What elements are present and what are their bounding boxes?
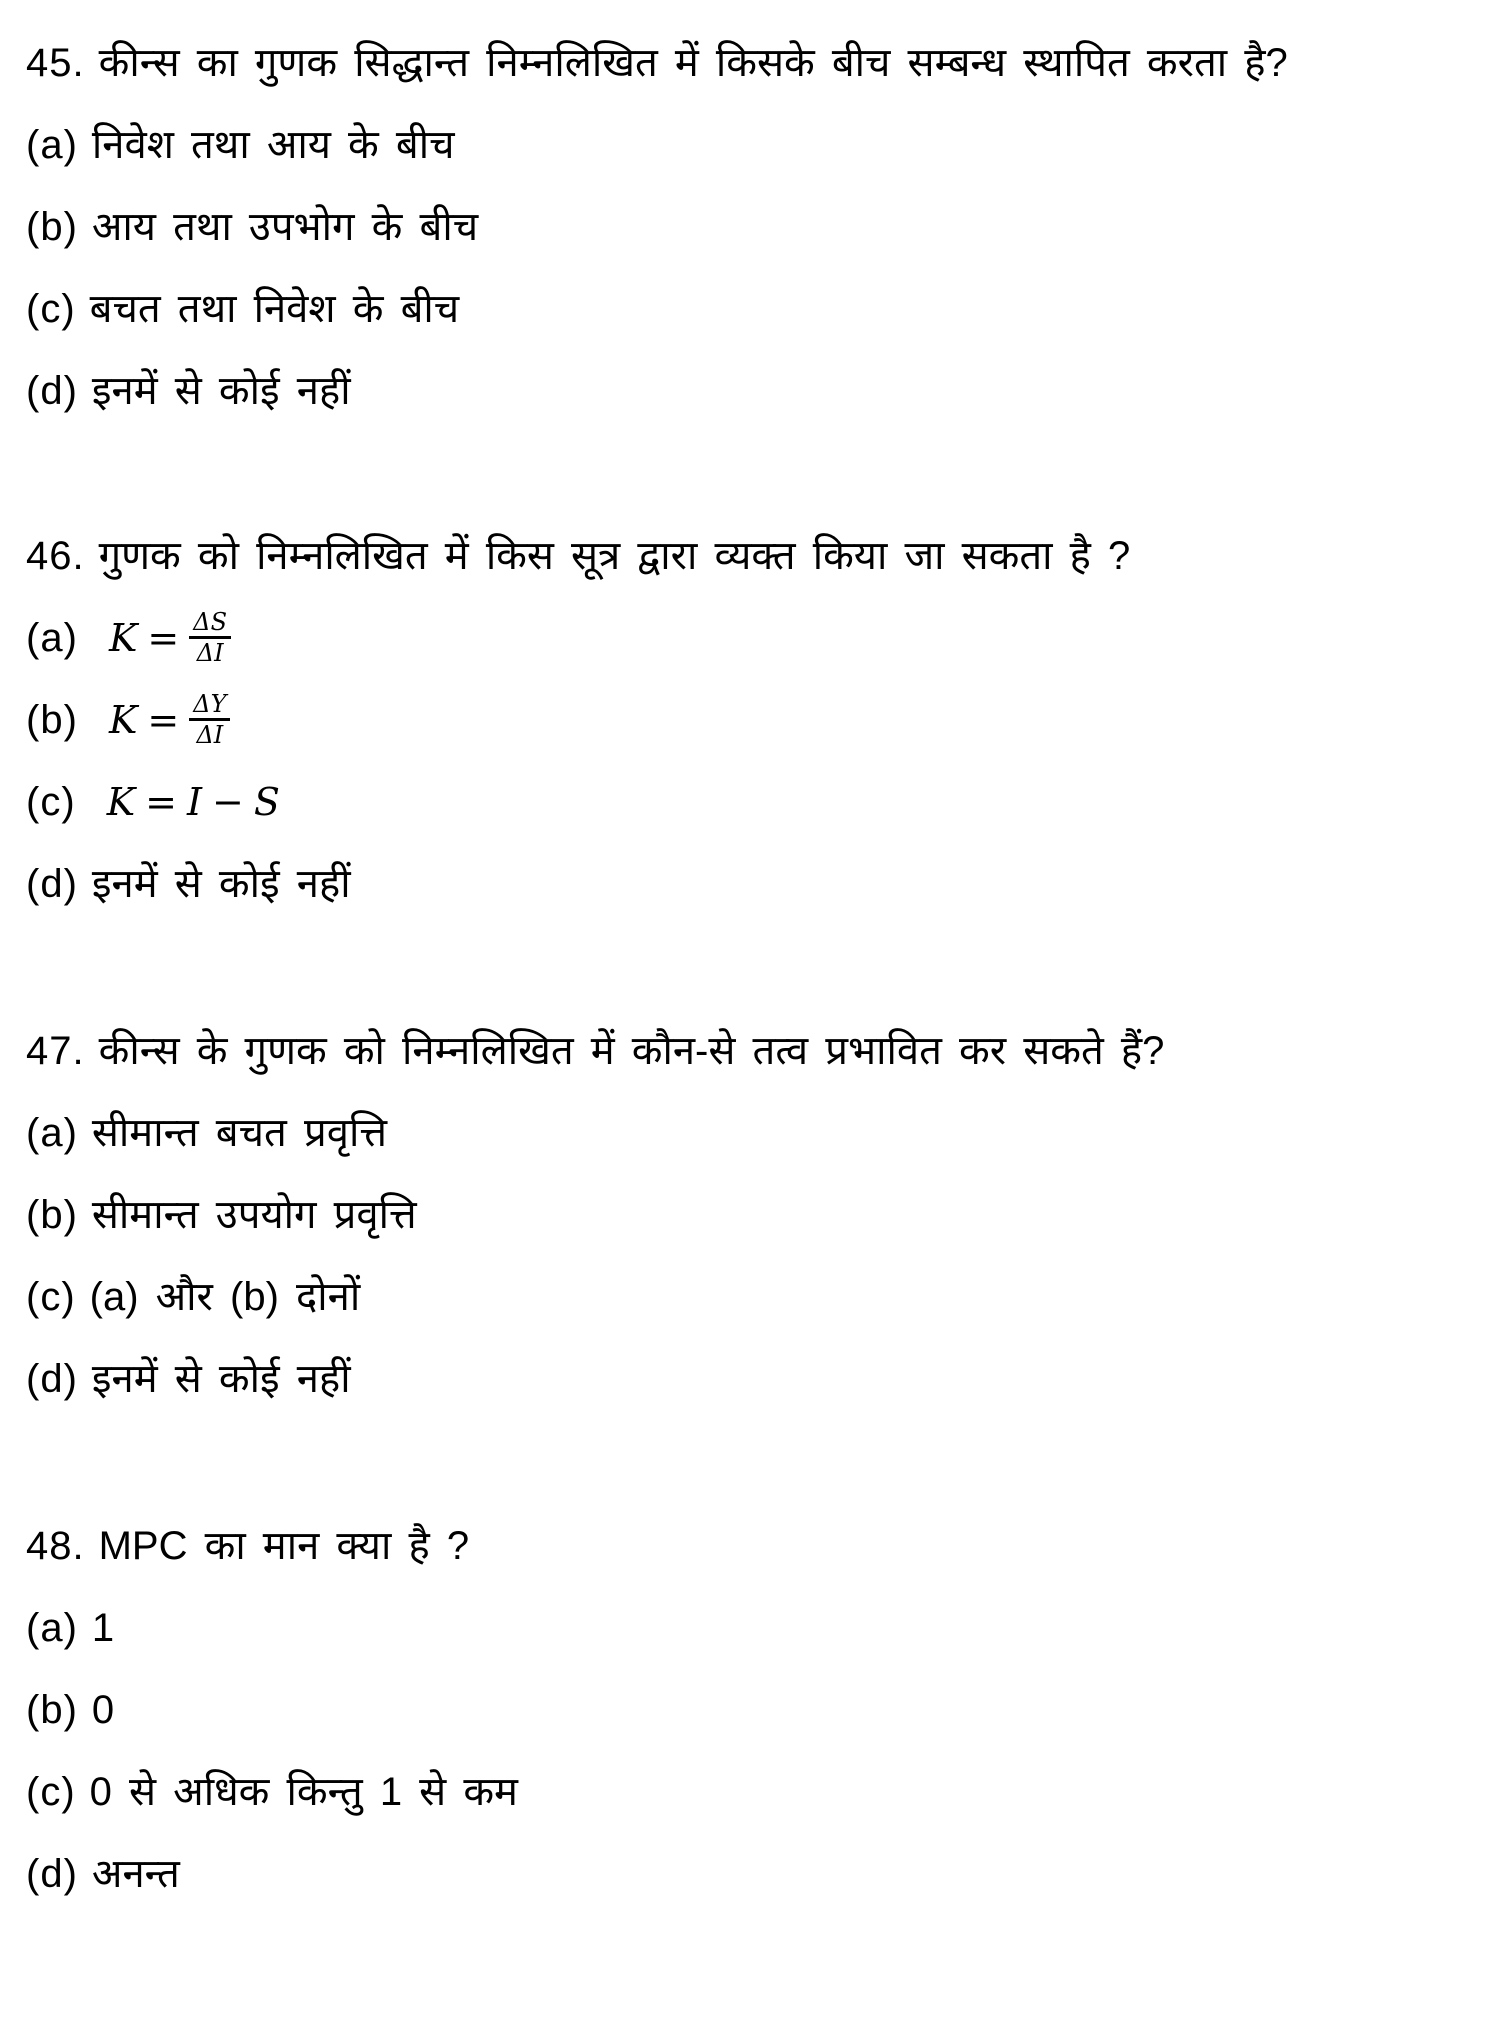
option-label: (c) [26,780,76,824]
option-text: इनमें से कोई नहीं [91,369,351,413]
fraction [189,608,231,667]
option-label: (d) [26,862,78,906]
option-text: अनन्त [91,1852,180,1896]
option-d[interactable] [26,1344,351,1414]
formula [109,608,231,667]
option-b[interactable] [26,685,230,755]
option-a[interactable] [26,110,454,180]
formula-lhs: K [106,780,136,824]
numerator: ΔS [189,608,231,639]
fraction [189,690,230,749]
option-b[interactable] [26,1675,114,1745]
option-c[interactable] [26,1757,518,1827]
option-text: निवेश तथा आय के बीच [91,123,455,167]
option-label: (d) [26,1357,78,1401]
option-label: (a) [26,616,78,660]
question-stem [26,1016,1164,1086]
option-label: (c) [26,287,76,331]
option-text: इनमें से कोई नहीं [91,1357,351,1401]
question-number: 48. [26,1524,85,1568]
equals-sign: = [147,698,180,742]
question-number: 46. [26,534,85,578]
formula-term-i: I [187,780,203,824]
question-number: 45. [26,41,85,85]
formula-term-s: S [253,780,280,824]
option-text: आय तथा उपभोग के बीच [91,205,479,249]
formula-lhs: K [109,698,138,742]
question-number: 47. [26,1029,85,1073]
option-c[interactable] [26,274,459,344]
option-c[interactable] [26,1262,360,1332]
option-label: (a) [26,1606,78,1650]
option-text: 1 [91,1606,115,1650]
option-a[interactable] [26,1098,387,1168]
question-text: कीन्स के गुणक को निम्नलिखित में कौन-से तत्व प्रभावित कर सकते हैं? [98,1029,1165,1073]
option-text: सीमान्त बचत प्रवृत्ति [91,1111,387,1155]
numerator: ΔY [189,690,230,721]
option-label: (b) [26,1193,78,1237]
option-d[interactable] [26,849,351,919]
option-text: बचत तथा निवेश के बीच [89,287,460,331]
question-text: गुणक को निम्नलिखित में किस सूत्र द्वारा व्यक्त किया जा सकता है ? [98,534,1131,578]
option-text: सीमान्त उपयोग प्रवृत्ति [91,1193,417,1237]
question-text: MPC का मान क्या है ? [98,1524,470,1568]
question-stem [26,521,1130,591]
option-b[interactable] [26,192,478,262]
option-a[interactable] [26,1593,114,1663]
minus-sign: − [212,780,244,824]
option-d[interactable] [26,356,351,426]
option-d[interactable] [26,1839,180,1909]
option-label: (b) [26,205,78,249]
denominator: ΔI [196,639,224,667]
option-a[interactable] [26,603,231,673]
option-text: 0 से अधिक किन्तु 1 से कम [89,1770,518,1814]
option-label: (a) [26,1111,78,1155]
question-text: कीन्स का गुणक सिद्धान्त निम्नलिखित में किसके बीच सम्बन्ध स्थापित करता है? [98,41,1288,85]
option-label: (c) [26,1275,76,1319]
question-stem [26,1511,469,1581]
option-label: (c) [26,1770,76,1814]
option-b[interactable] [26,1180,417,1250]
formula [109,690,230,749]
option-c[interactable] [26,767,280,837]
option-label: (a) [26,123,78,167]
option-label: (b) [26,1688,78,1732]
option-text: (a) और (b) दोनों [89,1275,361,1319]
denominator: ΔI [196,721,224,749]
equals-sign: = [147,616,180,660]
formula-lhs: K [109,616,138,660]
option-label: (b) [26,698,78,742]
formula [107,780,280,824]
option-label: (d) [26,369,78,413]
option-label: (d) [26,1852,78,1896]
equals-sign: = [145,780,177,824]
question-stem [26,28,1288,98]
option-text: इनमें से कोई नहीं [91,862,351,906]
option-text: 0 [91,1688,115,1732]
